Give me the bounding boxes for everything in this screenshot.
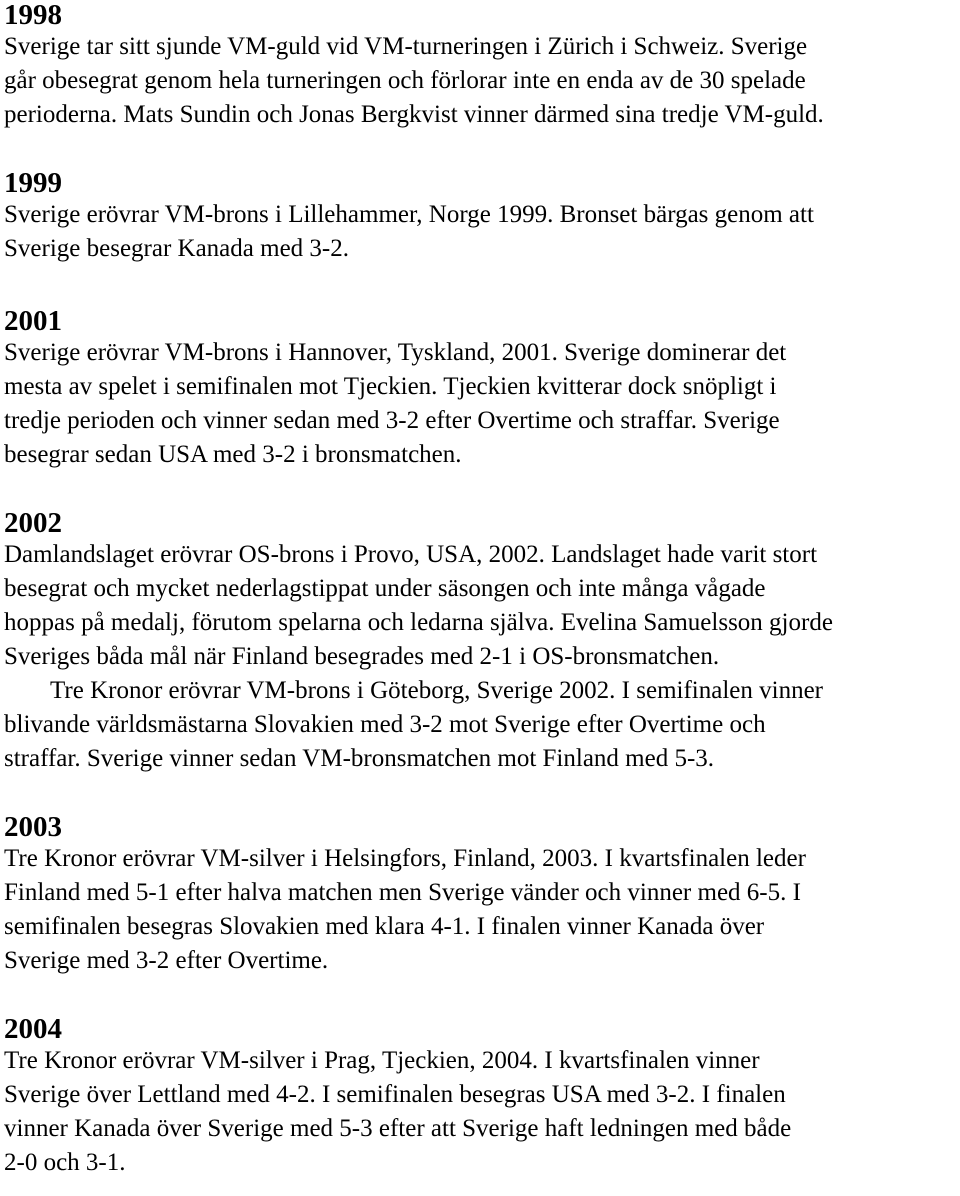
section-paragraph [4,1044,956,1180]
section-year: 2004 [4,1013,62,1045]
section-gap [4,776,956,812]
paragraph-line: besegrar sedan USA med 3-2 i bronsmatchen. [4,441,462,468]
section-paragraph [4,842,956,978]
section-gap [4,978,956,1014]
paragraph-line: Sverige erövrar VM-brons i Lillehammer, Norge 1999. Bronset bärgas genom att [4,201,814,228]
section-paragraph [4,198,956,266]
paragraph-line: vinner Kanada över Sverige med 5-3 efter att Sverige haft ledningen med både [4,1115,792,1142]
paragraph-line: semifinalen besegras Slovakien med klara 4-1. I finalen vinner Kanada över [4,913,765,940]
paragraph-line: tredje perioden och vinner sedan med 3-2 efter Overtime och straffar. Sverige [4,407,780,434]
paragraph-line: Sverige besegrar Kanada med 3-2. [4,235,349,262]
section-1999 [4,168,956,266]
paragraph-line: Sverige erövrar VM-brons i Hannover, Tyskland, 2001. Sverige dominerar det [4,339,787,366]
paragraph-line: hoppas på medalj, förutom spelarna och ledarna själva. Evelina Samuelsson gjorde [4,609,833,636]
section-gap [4,132,956,168]
paragraph-line: mesta av spelet i semifinalen mot Tjeckien. Tjeckien kvitterar dock snöpligt i [4,373,777,400]
paragraph-line: straffar. Sverige vinner sedan VM-bronsmatchen mot Finland med 5-3. [4,745,715,772]
section-2002 [4,508,956,776]
paragraph-line: Damlandslaget erövrar OS-brons i Provo, USA, 2002. Landslaget hade varit stort [4,541,818,568]
paragraph-line: Tre Kronor erövrar VM-brons i Göteborg, Sverige 2002. I semifinalen vinner [50,677,823,704]
paragraph-line: Sveriges båda mål när Finland besegrades med 2-1 i OS-bronsmatchen. [4,643,720,670]
section-gap [4,472,956,508]
section-year: 2001 [4,305,62,337]
paragraph-line: perioderna. Mats Sundin och Jonas Bergkvist vinner därmed sina tredje VM-guld. [4,101,824,128]
section-gap [4,266,956,306]
section-year: 2002 [4,507,62,539]
section-paragraph [4,538,956,776]
document-page [4,0,956,1180]
paragraph-line: Sverige över Lettland med 4-2. I semifinalen besegras USA med 3-2. I finalen [4,1081,786,1108]
section-paragraph [4,336,956,472]
paragraph-line: 2-0 och 3-1. [4,1149,126,1176]
section-year: 2003 [4,811,62,843]
section-1998 [4,0,956,132]
paragraph-line: besegrat och mycket nederlagstippat under säsongen och inte många vågade [4,575,766,602]
paragraph-line: Finland med 5-1 efter halva matchen men Sverige vänder och vinner med 6-5. I [4,879,801,906]
paragraph-line: Tre Kronor erövrar VM-silver i Prag, Tjeckien, 2004. I kvartsfinalen vinner [4,1047,760,1074]
section-year: 1999 [4,167,62,199]
section-paragraph [4,30,956,132]
section-year: 1998 [4,0,62,31]
paragraph-line: Tre Kronor erövrar VM-silver i Helsingfors, Finland, 2003. I kvartsfinalen leder [4,845,806,872]
paragraph-line: Sverige tar sitt sjunde VM-guld vid VM-turneringen i Zürich i Schweiz. Sverige [4,33,808,60]
section-2003 [4,812,956,978]
paragraph-line: går obesegrat genom hela turneringen och förlorar inte en enda av de 30 spelade [4,67,806,94]
section-2004 [4,1014,956,1180]
section-2001 [4,306,956,472]
paragraph-line: blivande världsmästarna Slovakien med 3-2 mot Sverige efter Overtime och [4,711,766,738]
paragraph-line: Sverige med 3-2 efter Overtime. [4,947,329,974]
